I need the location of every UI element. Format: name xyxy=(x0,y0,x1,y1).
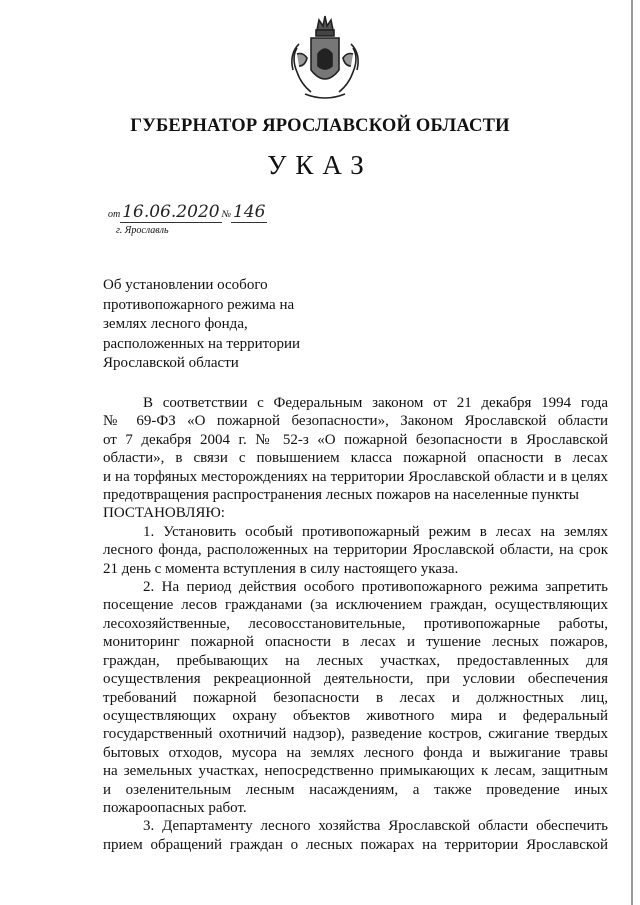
body-line: от 7 декабря 2004 г. № 52-з «О пожарной безопасности в Ярославской xyxy=(103,431,608,448)
date-number-line xyxy=(108,202,267,222)
subject-line: противопожарного режима на xyxy=(103,296,295,313)
handwritten-date: 16.06.2020 xyxy=(122,202,220,222)
body-line: на земельных участках, непосредственно примыкающих к лесам, защитным xyxy=(103,763,608,780)
issuing-authority: ГУБЕРНАТОР ЯРОСЛАВСКОЙ ОБЛАСТИ xyxy=(130,116,510,136)
body-line: государственный охотничий надзор), разведение костров, сжигание твердых xyxy=(103,726,608,743)
body-line: 1. Установить особый противопожарный режим в лесах на землях xyxy=(143,523,608,540)
coat-of-arms-icon xyxy=(275,8,375,108)
body-line: области», в связи с повышением класса пожарной опасности в лесах xyxy=(103,450,608,467)
body-line: посещение лесов гражданами (за исключением граждан, осуществляющих xyxy=(103,597,608,614)
body-line: осуществления рекреационной деятельности, при условии обеспечения xyxy=(103,671,608,688)
body-line: В соответствии с Федеральным законом от 21 декабря 1994 года xyxy=(143,395,608,411)
body-line: пожароопасных работ. xyxy=(103,799,247,816)
subject-line: землях лесного фонда, xyxy=(103,316,248,332)
body-line: предотвращения распространения лесных пожаров на населенные пункты xyxy=(103,487,579,504)
body-line: 2. На период действия особого противопожарного режима запретить xyxy=(143,579,608,596)
body-line: № 69-ФЗ «О пожарной безопасности», Законом Ярославской области xyxy=(103,413,608,430)
subject-line: Об установлении особого xyxy=(103,277,268,293)
body-line: граждан, пребывающих на лесных участках, предоставленных для xyxy=(103,652,608,669)
body-line: лесохозяйственные, лесовосстановительные, противопожарные работы, xyxy=(103,615,608,632)
body-line: мониторинг пожарной опасности в лесах и тушение лесных пожаров, xyxy=(103,634,608,651)
subject-line: расположенных на территории xyxy=(103,335,301,352)
body-line: бытовых отходов, мусора на землях лесного фонда и выжигание травы xyxy=(103,744,608,761)
body-line: и на торфяных месторождениях на территории Ярославской области и в целях xyxy=(103,468,608,485)
body-line: требований пожарной безопасности в лесах и должностных лиц, xyxy=(103,689,608,706)
date-prefix: от xyxy=(108,209,121,220)
subject-line: Ярославской области xyxy=(103,355,239,371)
body-line: 3. Департаменту лесного хозяйства Ярославской области обеспечить xyxy=(143,818,608,835)
handwritten-number: 146 xyxy=(233,202,266,222)
body-line: прием обращений граждан о лесных пожарах на территории Ярославской xyxy=(103,836,608,853)
body-line: 21 день с момента вступления в силу настоящего указа. xyxy=(103,560,459,577)
scan-edge-divider xyxy=(631,0,633,905)
body-line: ПОСТАНОВЛЯЮ: xyxy=(103,505,225,522)
decree-subject xyxy=(103,276,333,374)
body-line: осуществляющих охрану объектов животного мира и федеральный xyxy=(103,707,608,724)
body-line: и озеленительным лесным насаждениям, а также проведение иных xyxy=(103,781,608,798)
issue-city: г. Ярославль xyxy=(116,225,169,236)
document-type: УКАЗ xyxy=(267,150,373,180)
body-line: лесного фонда, расположенных на территории Ярославской области, на срок xyxy=(103,542,608,559)
number-prefix: № xyxy=(221,209,232,220)
decree-body xyxy=(103,394,608,854)
